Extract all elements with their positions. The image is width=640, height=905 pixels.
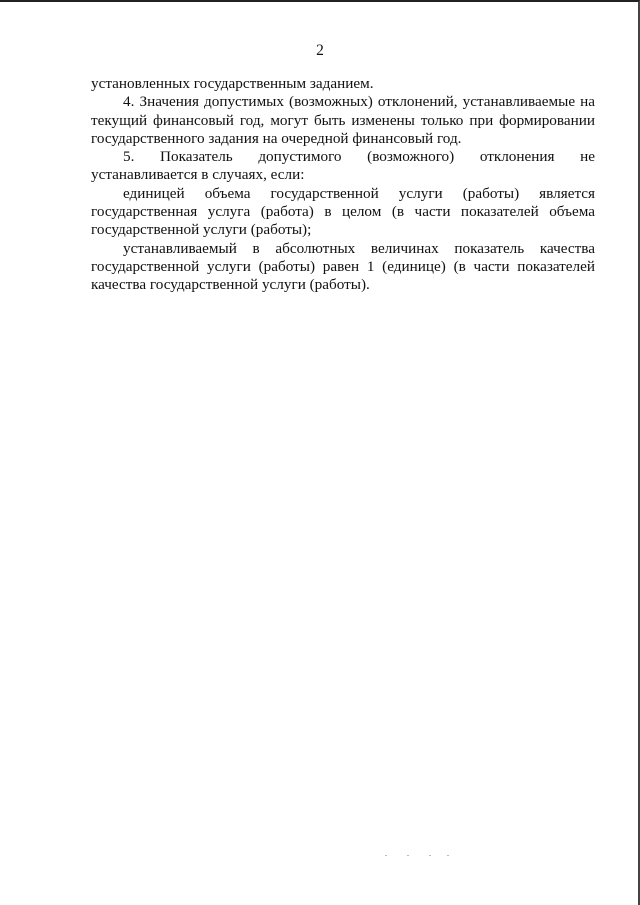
paragraph-item-5: 5. Показатель допустимого (возможного) отклонения не устанавливается в случаях, если: <box>91 148 595 184</box>
paragraph-case-quality: устанавливаемый в абсолютных величинах показатель качества государственной услуги (работы) равен 1 (единице) (в части показателей качества государственной услуги (работы). <box>91 239 595 294</box>
scan-specks <box>385 855 455 857</box>
paragraph-item-4: 4. Значения допустимых (возможных) отклонений, устанавливаемые на текущий финансовый год, могут быть изменены только при формировании государственного задания на очередной финансовый год. <box>91 93 595 147</box>
paragraph-case-volume: единицей объема государственной услуги (работы) является государственная услуга (работа) в целом (в части показателей объема государственной услуги (работы); <box>91 184 595 239</box>
paragraph-continuation: установленных государственным заданием. <box>91 75 374 92</box>
document-body <box>91 75 595 295</box>
page-number: 2 <box>316 42 324 59</box>
